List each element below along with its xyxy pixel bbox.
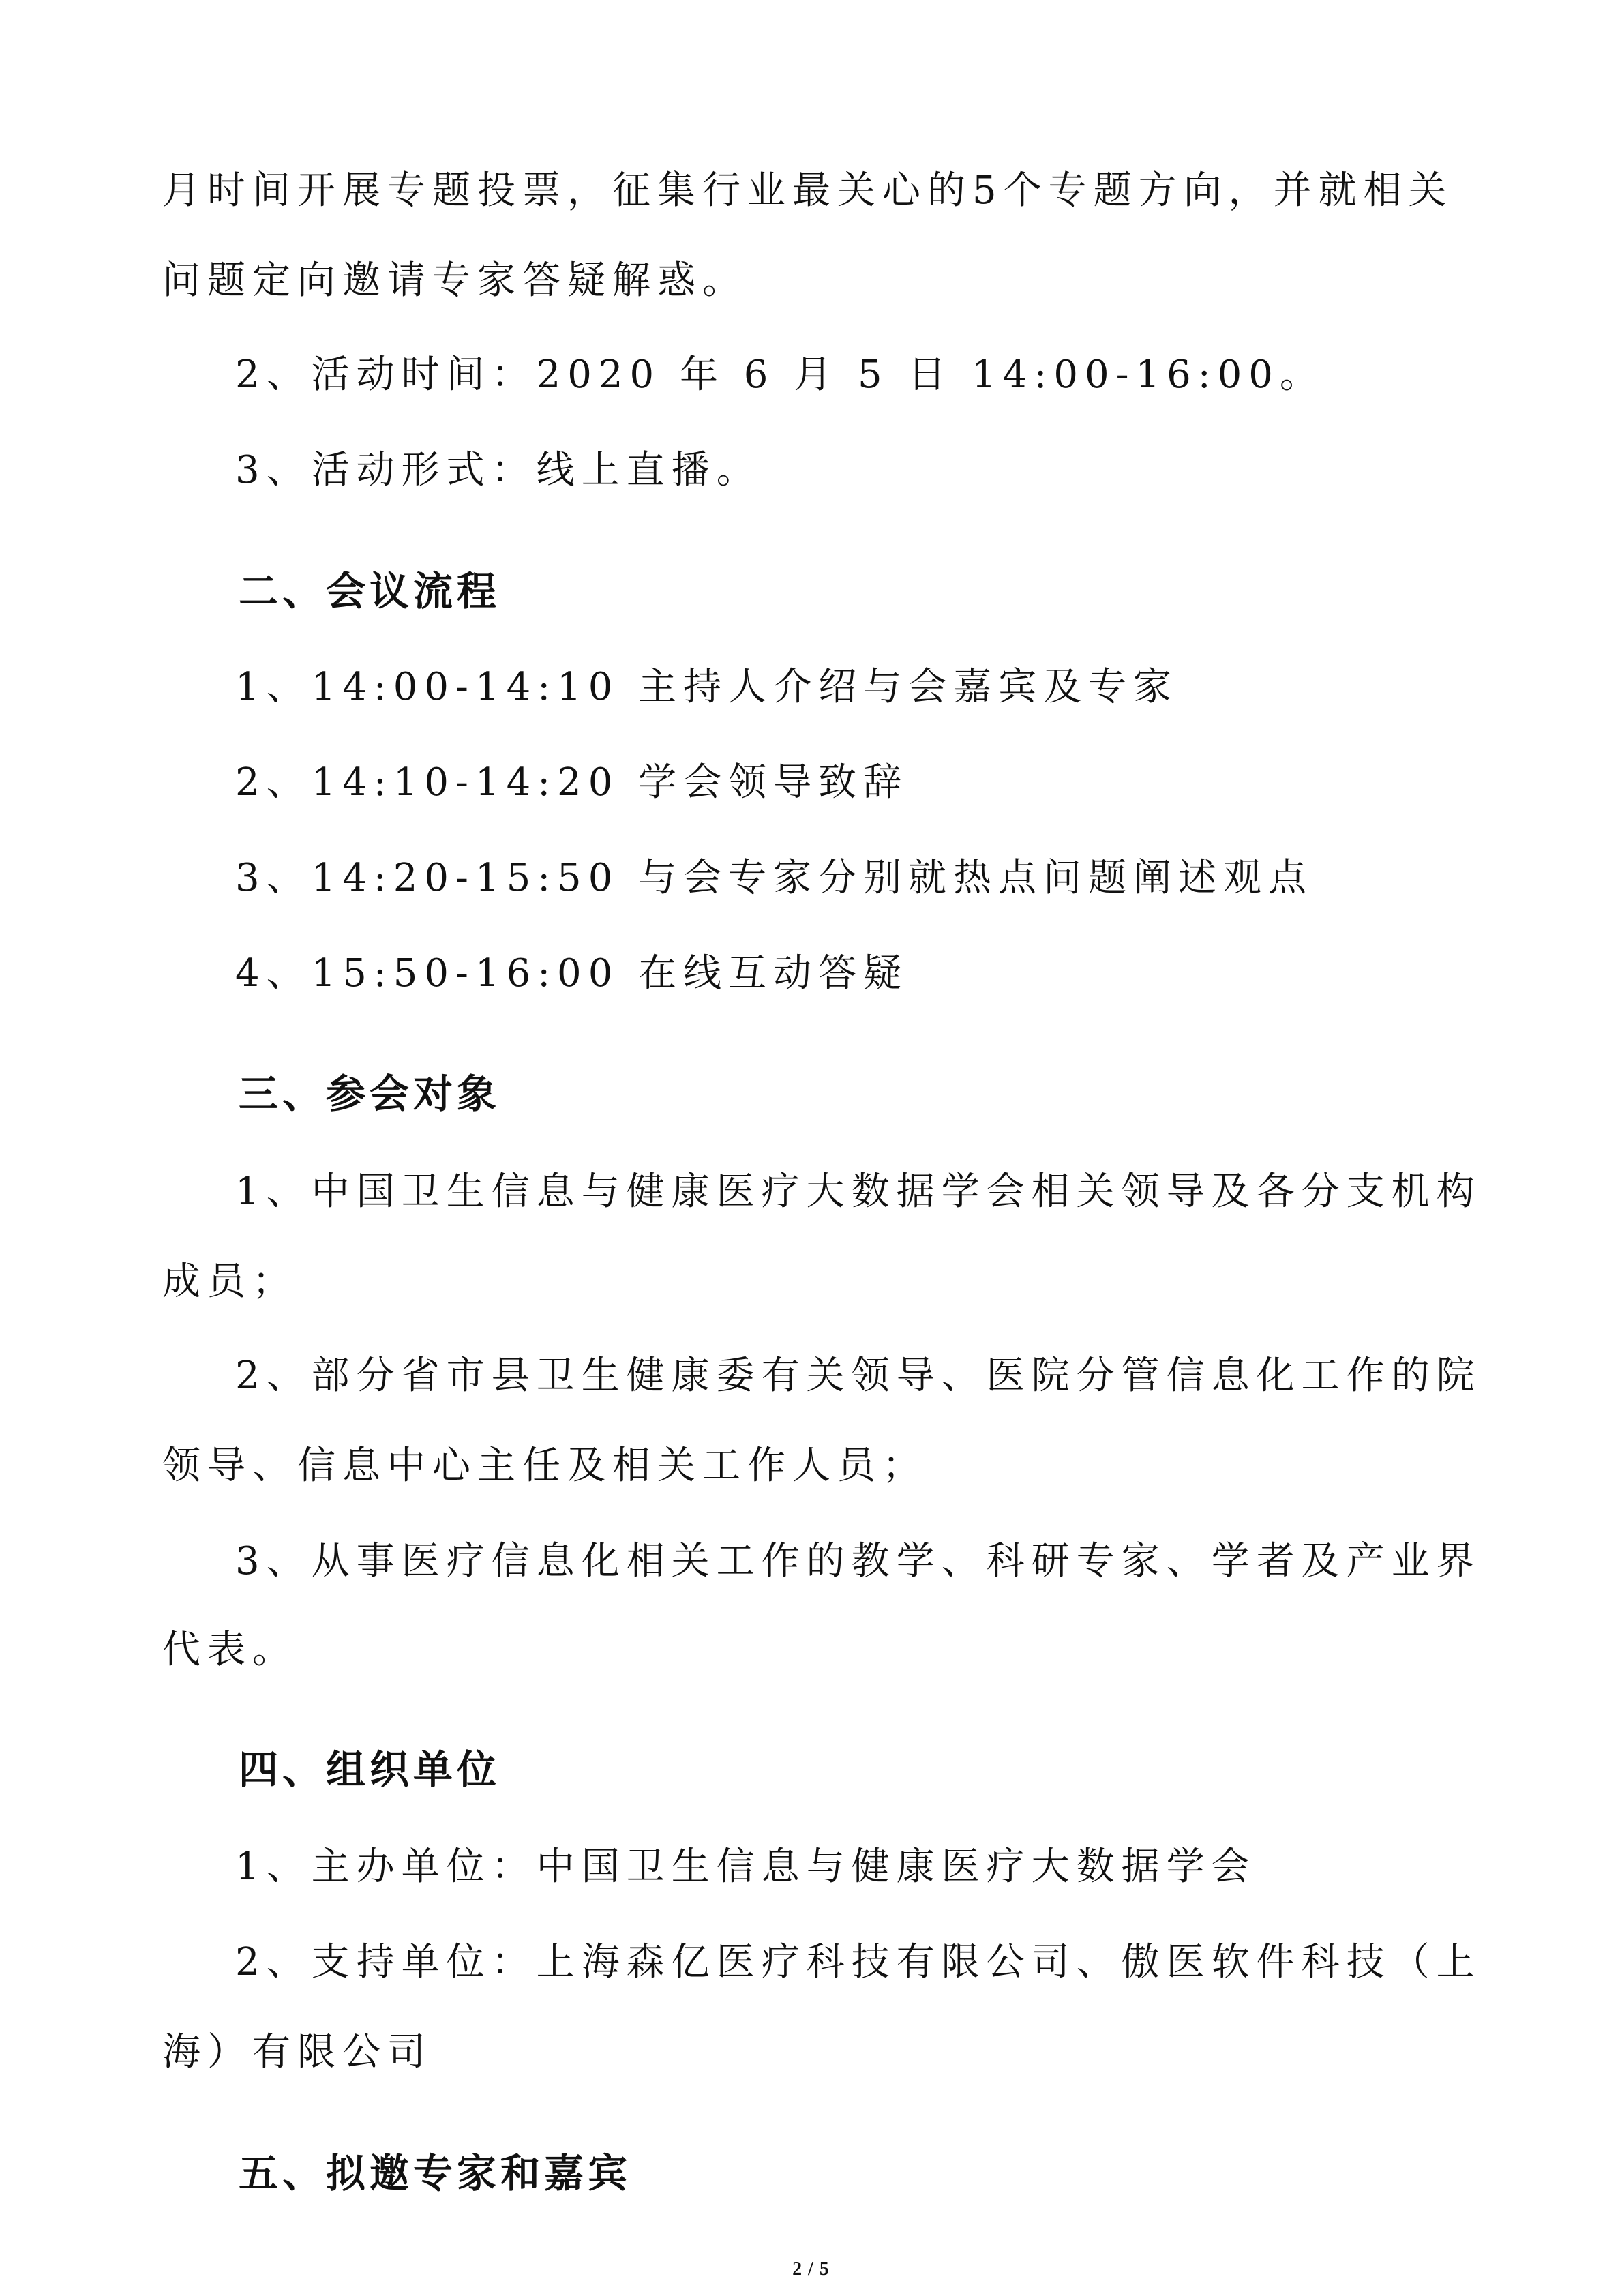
agenda-item: 4、15:50-16:00 在线互动答疑 xyxy=(235,951,909,996)
attendee-item-line: 2、部分省市县卫生健康委有关领导、医院分管信息化工作的院 xyxy=(235,1354,1482,1398)
organizer-item-line: 2、支持单位：上海森亿医疗科技有限公司、傲医软件科技（上 xyxy=(235,1940,1482,1984)
page-number: 2 / 5 xyxy=(792,2258,830,2280)
organizer-item: 1、主办单位：中国卫生信息与健康医疗大数据学会 xyxy=(235,1845,1257,1889)
agenda-item: 1、14:00-14:10 主持人介绍与会嘉宾及专家 xyxy=(235,665,1179,709)
agenda-item: 2、14:10-14:20 学会领导致辞 xyxy=(235,760,909,805)
attendee-item-line: 领导、信息中心主任及相关工作人员； xyxy=(162,1444,927,1488)
section-heading-agenda: 二、会议流程 xyxy=(239,568,501,614)
attendee-item-line: 成员； xyxy=(162,1259,297,1304)
organizer-item-line: 海）有限公司 xyxy=(162,2030,432,2074)
section-heading-organizers: 四、组织单位 xyxy=(239,1746,501,1793)
attendee-item-line: 代表。 xyxy=(162,1628,297,1672)
attendee-item-line: 3、从事医疗信息化相关工作的教学、科研专家、学者及产业界 xyxy=(235,1539,1482,1583)
section-heading-experts: 五、拟邀专家和嘉宾 xyxy=(239,2150,632,2196)
paragraph-line: 月时间开展专题投票，征集行业最关心的5个专题方向，并就相关 xyxy=(162,168,1454,213)
section-heading-attendees: 三、参会对象 xyxy=(239,1071,501,1117)
attendee-item-line: 1、中国卫生信息与健康医疗大数据学会相关领导及各分支机构 xyxy=(235,1169,1482,1214)
agenda-item: 3、14:20-15:50 与会专家分别就热点问题阐述观点 xyxy=(235,856,1314,900)
paragraph-line: 问题定向邀请专家答疑解惑。 xyxy=(162,258,747,303)
activity-time-line: 2、活动时间：2020 年 6 月 5 日 14:00-16:00。 xyxy=(235,353,1325,397)
activity-form-line: 3、活动形式：线上直播。 xyxy=(235,448,762,492)
